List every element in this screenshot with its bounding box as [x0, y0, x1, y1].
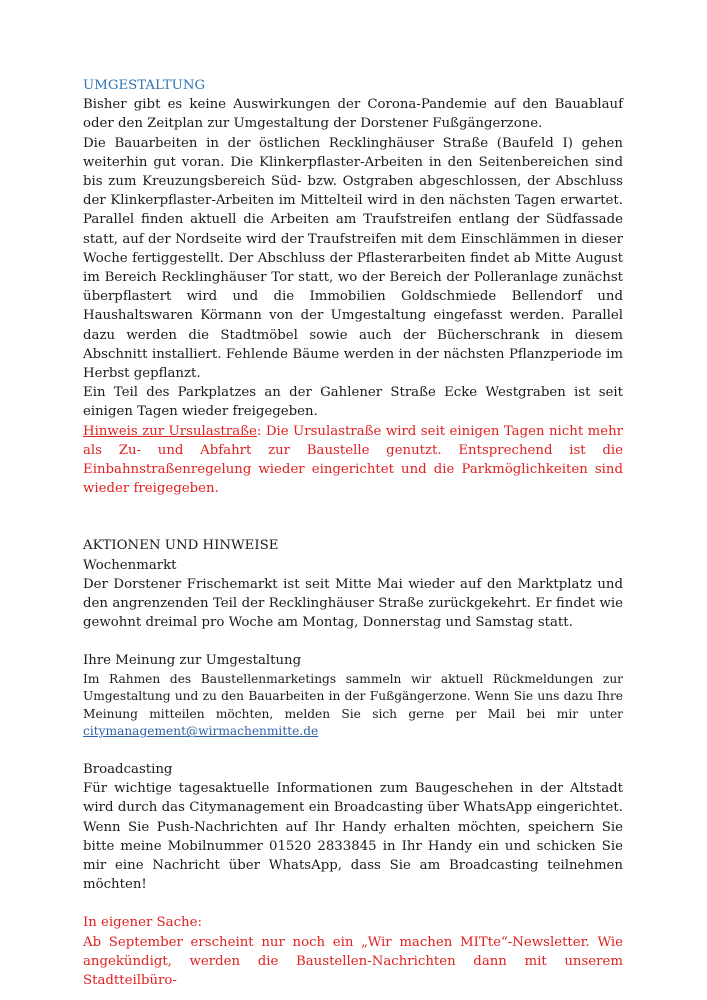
paragraph-wochenmarkt: Der Dorstener Frischemarkt ist seit Mitte Mai wieder auf den Marktplatz und den angrenzenden Teil der Recklinghäuser Straße zurückgekehrt. Er findet wie gewohnt dreimal pro Woche am Montag, Donnerstag und Samstag statt.: [83, 576, 623, 631]
paragraph-corona: Bisher gibt es keine Auswirkungen der Corona-Pandemie auf den Bauablauf oder den Zeitplan zur Umgestaltung der Dorstener Fußgängerzone.: [83, 97, 623, 132]
subheading-meinung: Ihre Meinung zur Umgestaltung: [83, 653, 302, 669]
subheading-eigene-sache: In eigener Sache:: [83, 915, 202, 931]
section-spacer: [83, 632, 623, 651]
hinweis-label: Hinweis zur Ursulastraße: [83, 423, 257, 439]
section-heading-aktionen: AKTIONEN UND HINWEISE: [83, 538, 279, 554]
email-link[interactable]: citymanagement@wirmachenmitte.de: [83, 724, 319, 739]
meinung-text: Im Rahmen des Baustellenmarketings sammeln wir aktuell Rückmeldungen zur Umgestaltung und zu den Bauarbeiten in der Fußgängerzone. Wenn Sie uns dazu Ihre Meinung mitteilen möchten, melden Sie sich gerne per Mail bei mir unter: [83, 671, 623, 721]
paragraph-parkplatz: Ein Teil des Parkplatzes an der Gahlener Straße Ecke Westgraben ist seit einigen Tagen wieder freigegeben.: [83, 385, 623, 420]
section-spacer: [83, 741, 623, 760]
hinweis-text: : Die Ursulastraße wird seit einigen Tagen nicht mehr als Zu- und Abfahrt zur Baustelle genutzt. Entsprechend ist die Einbahnstraßenregelung wieder eingerichtet und die Parkmöglichkeiten sind wieder freigegeben.: [83, 423, 623, 497]
subheading-broadcasting: Broadcasting: [83, 762, 173, 778]
document-page: [83, 76, 623, 990]
subheading-wochenmarkt: Wochenmarkt: [83, 557, 177, 573]
paragraph-broadcasting: Für wichtige tagesaktuelle Informationen zum Baugeschehen in der Altstadt wird durch das Citymanagement ein Broadcasting über WhatsApp eingerichtet. Wenn Sie Push-Nachrichten auf Ihr Handy erhalten möchten, speichern Sie bitte meine Mobilnummer 01520 2833845 in Ihr Handy ein und schicken Sie mir eine Nachricht über WhatsApp, dass Sie am Broadcasting teilnehmen möchten!: [83, 781, 623, 893]
paragraph-hinweis-ursulastrasse: [83, 422, 623, 499]
section-heading-umgestaltung: UMGESTALTUNG: [83, 78, 206, 93]
paragraph-bauarbeiten: Die Bauarbeiten in der östlichen Recklinghäuser Straße (Baufeld I) gehen weiterhin gut voran. Die Klinkerpflaster-Arbeiten in den Seitenbereichen sind bis zum Kreuzungsbereich Süd- bzw. Ostgraben abgeschlossen, der Abschluss der Klinkerpflaster-Arbeiten im Mittelteil wird in den nächsten Tagen erwartet. Parallel finden aktuell die Arbeiten am Traufstreifen entlang der Südfassade statt, auf der Nordseite wird der Traufstreifen mit dem Einschlämmen in dieser Woche fertiggestellt. Der Abschluss der Pflasterarbeiten findet ab Mitte August im Bereich Recklinghäuser Tor statt, wo der Bereich der Polleranlage zunächst überpflastert wird und die Immobilien Goldschmiede Bellendorf und Haushaltswaren Körmann von der Umgestaltung eingefasst werden. Parallel dazu werden die Stadtmöbel sowie auch der Bücherschrank in diesem Abschnitt installiert. Fehlende Bäume werden in der nächsten Pflanzperiode im Herbst gepflanzt.: [83, 135, 623, 382]
section-spacer: [83, 498, 623, 536]
paragraph-eigene-sache: Ab September erscheint nur noch ein „Wir machen MITte“-Newsletter. Wie angekündigt, werden die Baustellen-Nachrichten dann mit unserem Stadtteilbüro-: [83, 934, 623, 989]
section-spacer: [83, 894, 623, 913]
paragraph-meinung: [83, 671, 623, 741]
